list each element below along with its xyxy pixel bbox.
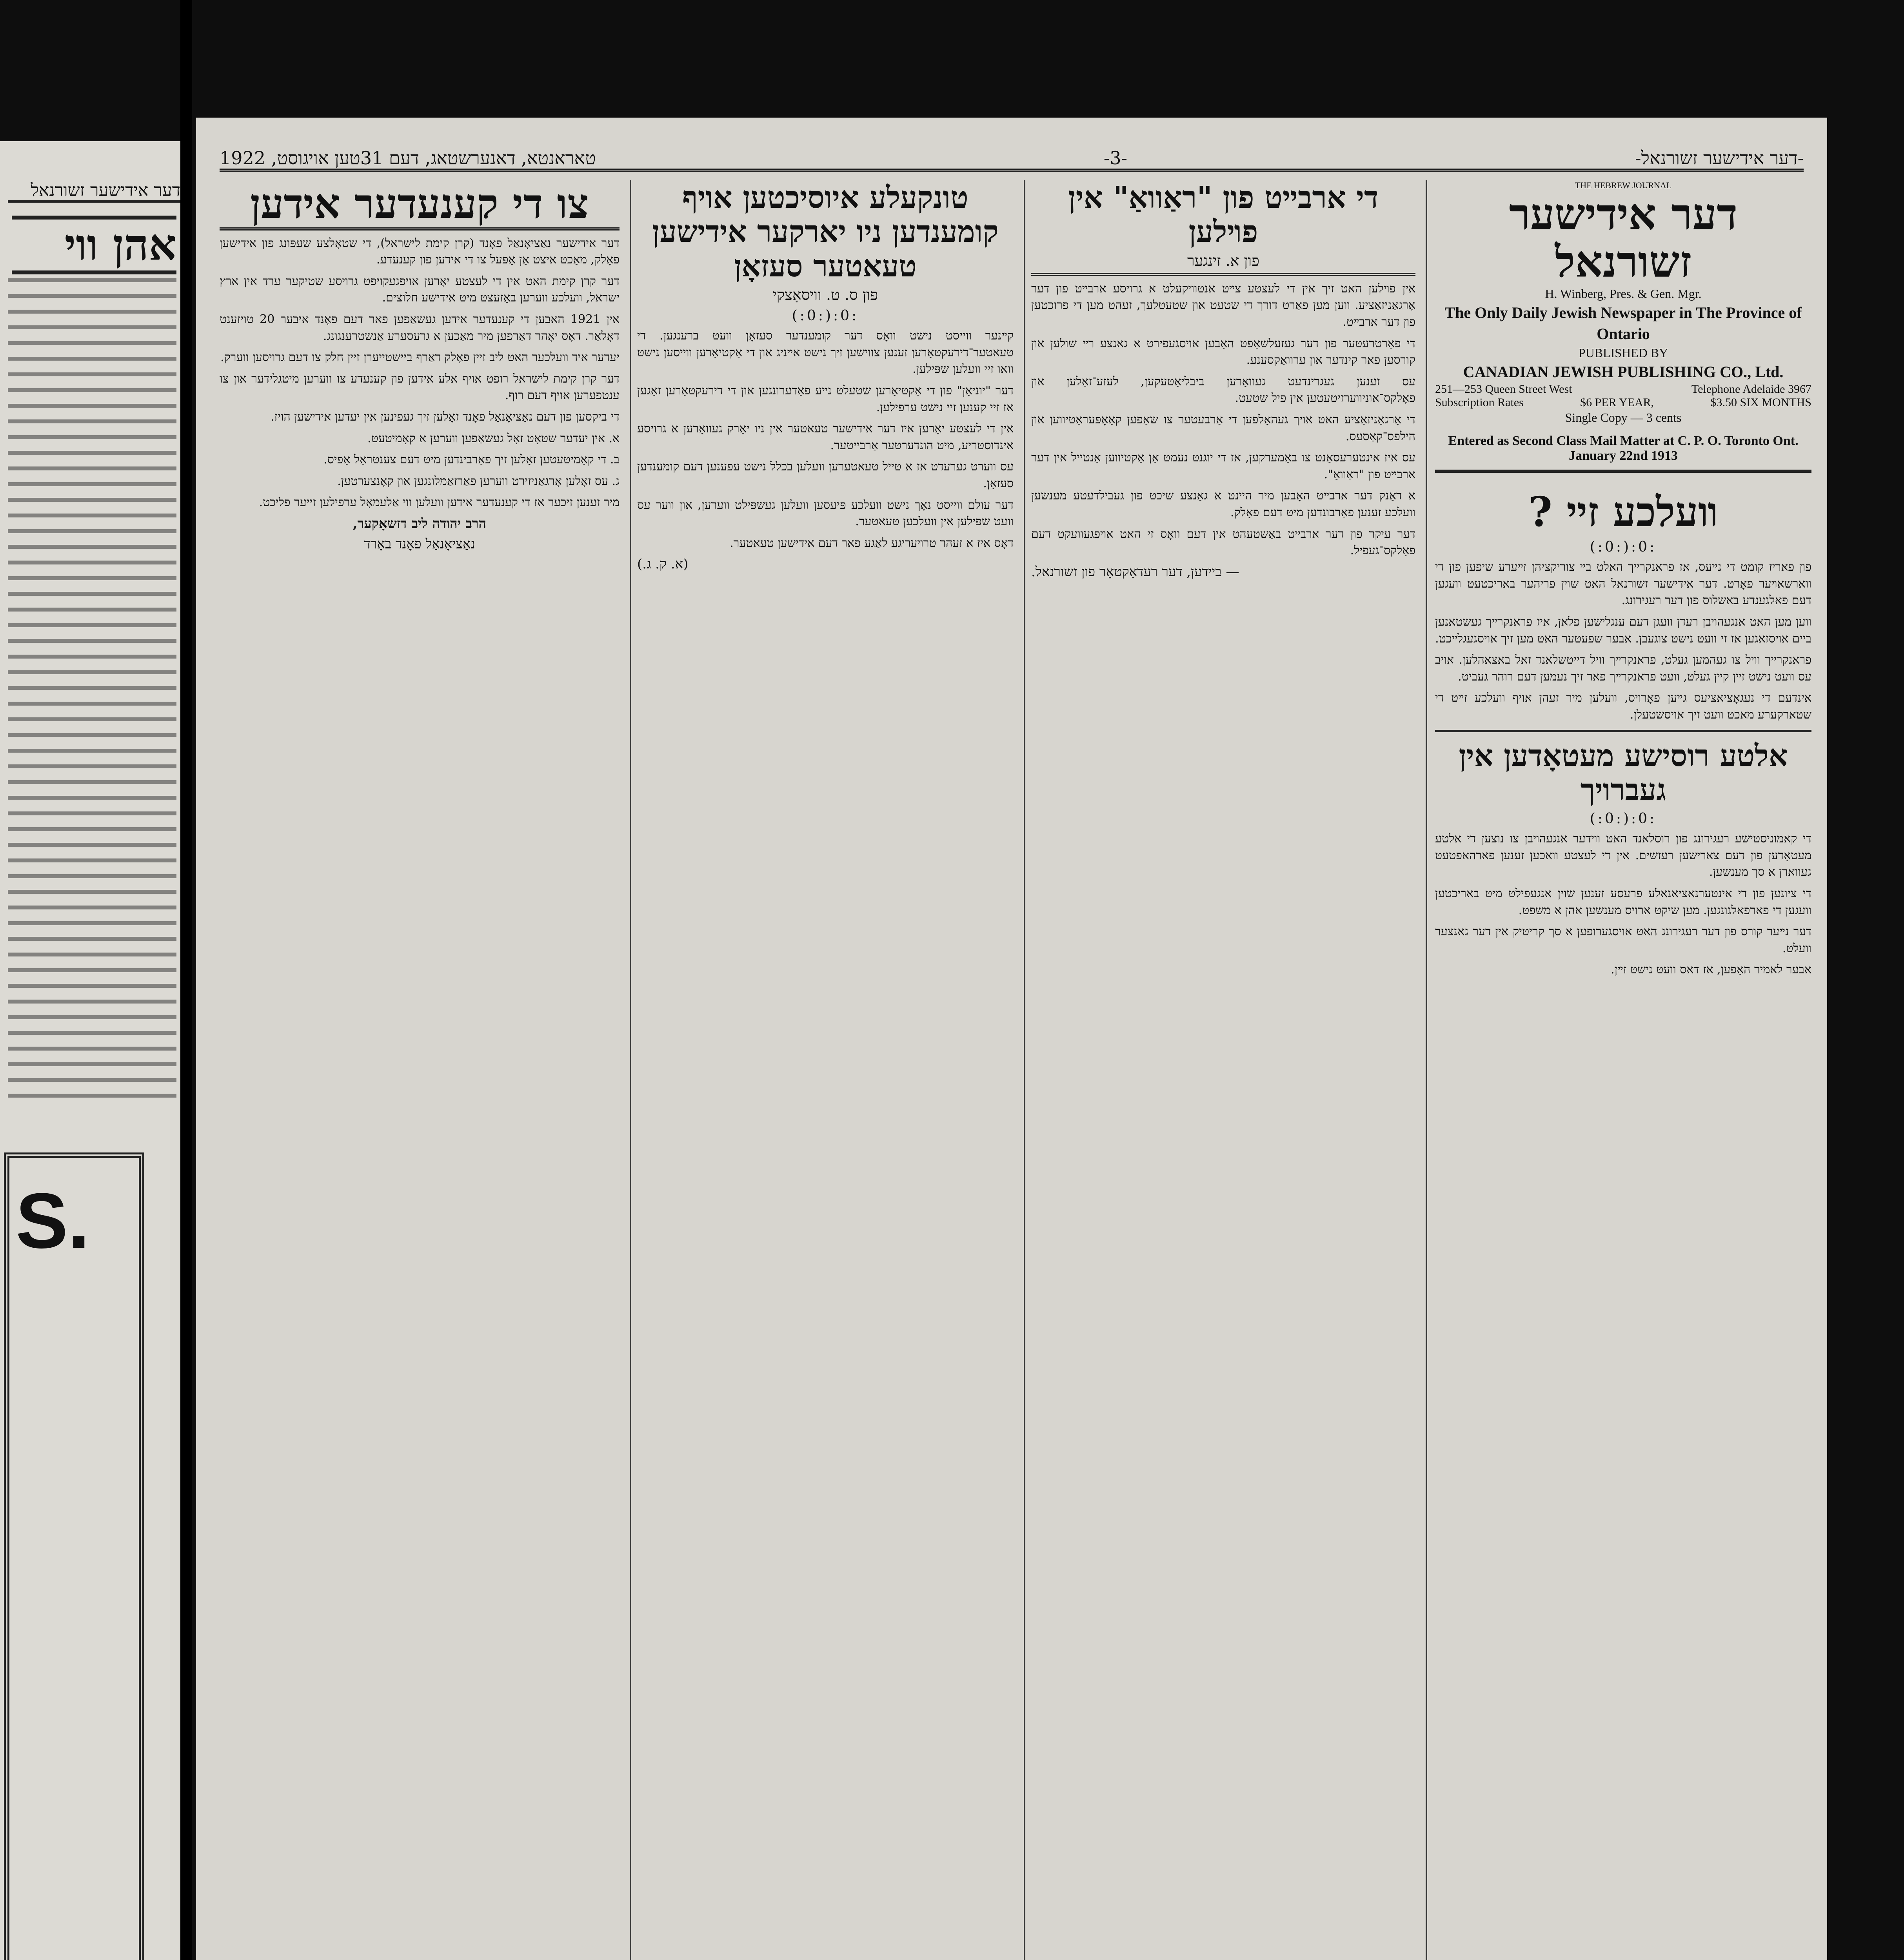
- column-appeal: [220, 180, 620, 1960]
- previous-page-header: דער אידישער זשורנאל: [8, 180, 180, 203]
- editorial-2-paragraph: אבער לאמיר האָפען, אז דאס וועט נישט זײן.: [1611, 963, 1811, 977]
- newspaper-page: [196, 118, 1827, 1960]
- editorial-1-paragraph: פראנקרײך וויל צו געהמען געלט, פראנקרײך וויל דייטשלאנד זאל באצאהלען. אויב עס וועט נישט זײן קײן געלט, וועט פראנקרײך פאר זיך נעמען דעם רוהר געביט.: [1435, 653, 1811, 684]
- editorial-2-paragraph: די ציונען פון די אינטערנאציאנאלע פרעסע זענען שוין אנגעפילט מיט באריכטען וועגען די פארפאלגונגען. מען שיקט ארויס מענשען אהן א משפט.: [1435, 887, 1811, 917]
- rawa-article-paragraph: די אָרגאַניזאַציע האט אויך געהאָלפען די אַרבעטער צו שאַפען קאָאָפּעראַטיווען און הילפס־קאַסעס.: [1031, 412, 1415, 443]
- theater-article-paragraph: דער "יוניאָן" פון די אַקטיאָרען שטעלט נײע פאָדערונגען און די דירעקטאָרען זאָגען אז זיי קענען זיי נישט ערפילען.: [637, 383, 1014, 414]
- editorial-2-paragraph: דער נײער קורס פון דער רעגירונג האט אויסגערופען א סך קריטיק אין דער גאנצער וועלט.: [1435, 925, 1811, 955]
- masthead-company-text: CANADIAN JEWISH PUBLISHING CO., Ltd.: [1463, 363, 1784, 381]
- column-rule: [1024, 180, 1025, 1960]
- editorial-1-paragraph: פון פאריז קומט די נײעס, אז פראנקרײך האלט בײ צוריקציהן זײערע שיפען פון די ווארשאױער פאָרט. דער אידישער זשורנאל האט שוין פריהער באריכטעט וועגען דעם פאלגענדע באשלוס פון דער רעגירונג.: [1435, 560, 1811, 608]
- appeal-paragraph: דער קרן קימת האט אין די לעצטע יאָרען אויפגעקויפט גרויסע שטיקער ערד אין ארץ ישראל, וועלכע ווערען באַזעצט מיט אידישע חלוצים.: [220, 274, 620, 305]
- editorial-2-paragraph: די קאמוניסטישע רעגירונג פון רוסלאנד האט ווידער אנגעהויבן צו נוצען די אלטע מעטאָדען פון דעם צארישען רעזשים. אין די לעצטע וואכען זענען פארהאפטעט געווארן א סך מענשען.: [1435, 832, 1811, 879]
- masthead: [1435, 180, 1811, 473]
- rawa-article-headline: די ארבײט פון "ראַוואַ" אין פױלען: [1068, 180, 1379, 249]
- appeal-list-item: ג. עס זאָלען אָרגאַניזירט ווערען פאַרזאַמלונגען און קאָנצערטען.: [337, 474, 620, 488]
- masthead-tagline-text: The Only Daily Jewish Newspaper in The Province of Ontario: [1444, 304, 1802, 343]
- theater-article-paragraph: קײנער ווייסט נישט וואָס דער קומענדער סעזאָן וועט ברענגען. די טעאטער־דירעקטאָרען זענען צווישען זיך נישט אײניג און די אַקטיאָרען ווייסען נישט וואו זיי וועלען שפּילען.: [637, 329, 1014, 376]
- appeal-paragraph: מיר זענען זיכער אז די קענעדער אידען וועלען ווי אַלעמאָל ערפילען זייער פליכט.: [259, 495, 620, 510]
- masthead-company: [1435, 361, 1811, 383]
- appeal-paragraph: דער אידישער נאַציאָנאַל פאָנד (קרן קימת לישראל), די שטאָלצע שעפּונג פון אידישען פאָלק, מאַכט איצט אַן אַפּעל צו די אידען פון קענעדע.: [220, 236, 620, 267]
- running-head: [220, 133, 1804, 172]
- masthead-title: דער אידישער זשורנאל: [1509, 189, 1738, 287]
- running-head-paper-name: -דער אידישער זשורנאל-: [1635, 147, 1804, 169]
- rawa-article-rule: [1031, 273, 1415, 276]
- appeal-paragraph: די ביקסען פון דעם נאַציאָנאַל פאָנד זאָלען זיך געפינען אין יעדען אידישען הויז.: [271, 410, 620, 424]
- masthead-address: 251—253 Queen Street West: [1435, 383, 1572, 396]
- column-rule: [630, 180, 631, 1960]
- rawa-article-paragraph: די פאַרטרעטער פון דער געזעלשאַפט האָבען אויסגעפירט א גאנצע רײ שולען און קורסען פאר קינדער און ערוואַקסענע.: [1031, 336, 1415, 367]
- rawa-article-signature: — ביידען, דער רעדאַקטאָר פון זשורנאל.: [1031, 564, 1239, 580]
- masthead-english-small: THE HEBREW JOURNAL: [1575, 180, 1672, 190]
- editorial-divider-2: :0:(:0:): [1590, 811, 1657, 827]
- rawa-article-paragraph: אין פױלען האט זיך אין די לעצטע צײט אנטוויקעלט א גרויסע ארבײט פון דער אָרגאַניזאַציע. ווען מען פאַרט דורך די שטעט און שטעטלעך, זעהט מען די פרוכטען פון דער ארבײט.: [1031, 281, 1415, 329]
- rawa-article-paragraph: א דאַנק דער ארבײט האָבען מיר היינט א גאַנצע שיכט פון געבילדעטע מענשען וועלכע זענען פאַרבונדען מיט דעם פאָלק.: [1031, 489, 1415, 519]
- theater-article-byline: פון ס. ט. וויסאָצקי: [772, 286, 878, 304]
- theater-article-paragraph: דער עולם ווייסט נאָך נישט וועלכע פּיעסען וועלען געשפּילט ווערען, און ווער עס וועט שפּילען אין וועלכען טעאטער.: [637, 498, 1014, 529]
- column-rawa-article: [1031, 180, 1415, 1960]
- masthead-rate-year: $6 PER YEAR,: [1580, 396, 1654, 409]
- appeal-paragraph: יעדער איד וועלכער האט ליב זיין פאָלק דאַרף ביישטייערן זיין חלק צו דעם גרויסען ווערק.: [220, 350, 620, 365]
- appeal-list-item: א. אין יעדער שטאָט זאָל געשאַפען ווערען א קאָמיטעט.: [367, 431, 620, 445]
- rawa-article-paragraph: דער עיקר פון דער ארבײט באַשטעהט אין דעם וואָס זי האט אויפגעוועקט דעם פאָלקס־געפיל.: [1031, 527, 1415, 558]
- previous-page-ad-letter: S.: [16, 1177, 90, 1265]
- appeal-paragraph: דער קרן קימת לישראל רופט אויף אלע אידען פון קענעדע צו ווערען מיטגלידער און צו ענטפערען אויף דעם רוף.: [220, 372, 620, 403]
- theater-article-signature: (א. ק. ג.): [637, 556, 689, 572]
- appeal-list-item: ב. די קאָמיטעטען זאָלען זיך פאַרבינדען מיט דעם צענטראַל אָפיס.: [323, 453, 620, 467]
- theater-article-divider: :0:(:0:): [792, 308, 859, 324]
- appeal-headline: צו די קענעדער אידען: [250, 180, 589, 228]
- masthead-single-copy: Single Copy — 3 cents: [1565, 410, 1682, 425]
- masthead-address-row: [1435, 383, 1811, 396]
- appeal-signature-name: הרב יהודה ליב דזשאָקער,: [352, 515, 487, 532]
- previous-page-text-block: [8, 278, 176, 1102]
- theater-article-paragraph: עס ווערט גערעדט אז א טייל טעאטערען וועלען בכלל נישט עפענען דעם קומענדען סעזאָן.: [637, 460, 1014, 490]
- page-gutter: [180, 0, 192, 1960]
- column-rule: [1426, 180, 1427, 1960]
- previous-page-headline: אהן ווי: [12, 216, 176, 274]
- rawa-article-paragraph: עס זענען געגרינדעט געוואָרען ביבליאָטעקען, לעזע־זאַלען און פאָלקס־אוניווערזיטעטען אין פיל שטעט.: [1031, 374, 1415, 405]
- editorial-headline-2: אלטע רוסישע מעטאָדען אין געברויך: [1459, 738, 1788, 807]
- editorial-1-paragraph: ווען מען האט אנגעהויבן רעדן וועגן דעם ענגלישען פלאן, איז פראנקרײך געשטאנען ביים אויסזאגען אז זי וועט נישט צוגעבן. אבער שפעטער האט מען זיך אויסגעגלײכט.: [1435, 615, 1811, 646]
- editorial-1-paragraph: אינדעם די נעגאָציאציעס גײען פאָרויס, וועלען מיר זעהן אויף וועלכע זײט די שטארקערע מאכט וועט זיך אויסשטעלן.: [1435, 691, 1811, 722]
- theater-article-paragraph: אין די לעצטע יאָרען איז דער אידישער טעאטער אין ניו יאָרק געוואָרען א גרויסע אינדוסטריע, מיט הונדערטער אַרבייטער.: [637, 422, 1014, 452]
- masthead-published-by: PUBLISHED BY: [1578, 346, 1668, 360]
- appeal-paragraph: אין 1921 האבען די קענעדער אידען געשאַפען פאר דעם פאָנד איבער 20 טויזענט דאָלאַר. דאָס יאָהר דאַרפען מיר מאַכען א גרעסערע אַנשטרענגונג.: [220, 312, 620, 343]
- theater-article-headline: טונקעלע איוסיכטען אויף קומענדען ניו יארקער אידישען טעאטער סעזאָן: [652, 180, 999, 283]
- masthead-rates-row: [1435, 396, 1811, 409]
- editorial-separator: [1435, 730, 1811, 732]
- masthead-telephone: Telephone Adelaide 3967: [1691, 383, 1811, 396]
- theater-article-paragraph: דאָס איז א זעהר טרויעריגע לאַגע פאר דעם אידישען טעאטער.: [730, 536, 1014, 550]
- masthead-entered-notice: Entered as Second Class Mail Matter at C. P. O. Toronto Ont. January 22nd 1913: [1448, 433, 1799, 463]
- masthead-tagline: [1435, 302, 1811, 345]
- editorial-divider-1: :0:(:0:): [1590, 539, 1657, 555]
- editorial-headline-1: װעלכע זײ ?: [1528, 487, 1718, 536]
- rawa-article-paragraph: עס איז אינטערעסאַנט צו באַמערקען, אז די יוגנט נעמט אַן אַקטיווען אַנטייל אין דער ארבײט פון "ראַוואַ".: [1031, 451, 1415, 481]
- previous-page-fragment: [0, 141, 180, 1960]
- previous-page-advertisement-frame: [4, 1152, 144, 1960]
- appeal-signature-title: נאַציאָנאַל פאָנד באָרד: [364, 536, 475, 552]
- running-head-page-number: -3-: [1103, 147, 1128, 169]
- masthead-rates-label: Subscription Rates: [1435, 396, 1524, 409]
- running-head-date: טאראנטא, דאנערשטאג, דעם 31טען אויגוסט, 1922: [220, 147, 596, 169]
- masthead-publisher: H. Winberg, Pres. & Gen. Mgr.: [1545, 287, 1702, 301]
- column-theater-article: [637, 180, 1014, 1960]
- masthead-rate-six: $3.50 SIX MONTHS: [1710, 396, 1811, 409]
- rawa-article-byline: פון א. זינגער: [1187, 252, 1259, 269]
- column-masthead-editorial: [1435, 180, 1811, 1960]
